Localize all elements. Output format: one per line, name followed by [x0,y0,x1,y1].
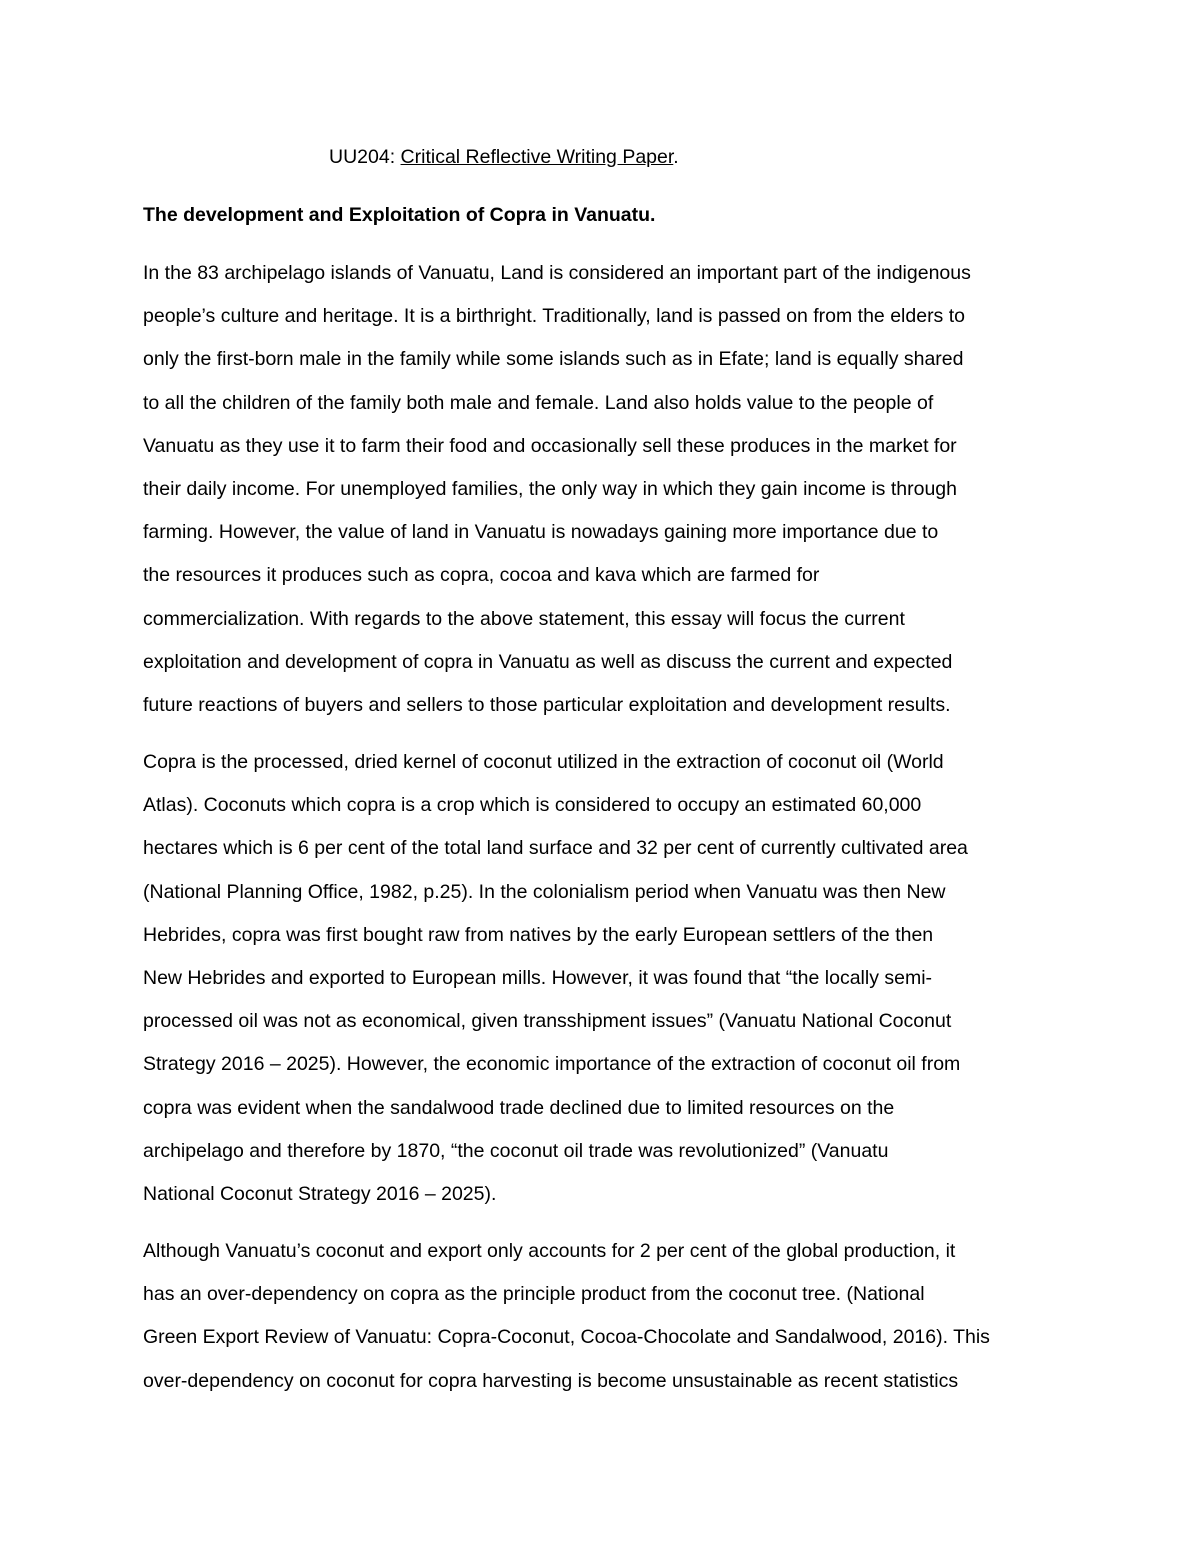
text-line: In the 83 archipelago islands of Vanuatu, Land is considered an important part of the indigenous [143,262,971,284]
text-line: has an over-dependency on copra as the principle product from the coconut tree. (National [143,1283,925,1306]
text-line: Hebrides, copra was first bought raw from natives by the early European settlers of the then [143,923,934,946]
paragraph-3 [143,1230,1063,1403]
essay-heading: The development and Exploitation of Copra in Vanuatu. [143,204,656,226]
text-line: Although Vanuatu’s coconut and export only accounts for 2 per cent of the global production, it [143,1240,956,1262]
course-code: UU204: [329,146,396,168]
paragraph-2 [143,741,1063,1216]
text-line: archipelago and therefore by 1870, “the coconut oil trade was revolutionized” (Vanuatu [143,1139,889,1162]
text-line: copra was evident when the sandalwood trade declined due to limited resources on the [143,1096,895,1119]
paragraph-1 [143,252,1063,727]
text-line: farming. However, the value of land in Vanuatu is nowadays gaining more importance due to [143,521,939,544]
text-line: over-dependency on coconut for copra harvesting is become unsustainable as recent statistics [143,1369,959,1392]
text-line: to all the children of the family both male and female. Land also holds value to the people of [143,391,934,414]
text-line: processed oil was not as economical, given transshipment issues” (Vanuatu National Coconut [143,1010,952,1033]
title-period: . [673,146,679,168]
paper-title: Critical Reflective Writing Paper [400,146,674,168]
text-line: (National Planning Office, 1982, p.25). In the colonialism period when Vanuatu was then New [143,880,946,903]
text-line: National Coconut Strategy 2016 – 2025). [143,1183,497,1206]
text-line: their daily income. For unemployed families, the only way in which they gain income is through [143,478,957,501]
text-line: Strategy 2016 – 2025). However, the economic importance of the extraction of coconut oil from [143,1053,961,1076]
text-line: future reactions of buyers and sellers to those particular exploitation and development results. [143,694,951,717]
document-title [329,142,679,172]
text-line: Green Export Review of Vanuatu: Copra-Coconut, Cocoa-Chocolate and Sandalwood, 2016). This [143,1326,990,1349]
text-line: Vanuatu as they use it to farm their food and occasionally sell these produces in the market for [143,434,957,457]
text-line: New Hebrides and exported to European mills. However, it was found that “the locally semi- [143,967,933,990]
text-line: people’s culture and heritage. It is a birthright. Traditionally, land is passed on from the elders to [143,305,965,328]
text-line: commercialization. With regards to the above statement, this essay will focus the current [143,607,905,630]
text-line: the resources it produces such as copra, cocoa and kava which are farmed for [143,564,820,587]
text-line: Copra is the processed, dried kernel of coconut utilized in the extraction of coconut oil (World [143,751,944,773]
text-line: only the first-born male in the family while some islands such as in Efate; land is equally shared [143,348,964,371]
text-line: exploitation and development of copra in Vanuatu as well as discuss the current and expected [143,650,953,673]
text-line: hectares which is 6 per cent of the total land surface and 32 per cent of currently cultivated area [143,837,968,860]
text-line: Atlas). Coconuts which copra is a crop which is considered to occupy an estimated 60,000 [143,794,922,817]
